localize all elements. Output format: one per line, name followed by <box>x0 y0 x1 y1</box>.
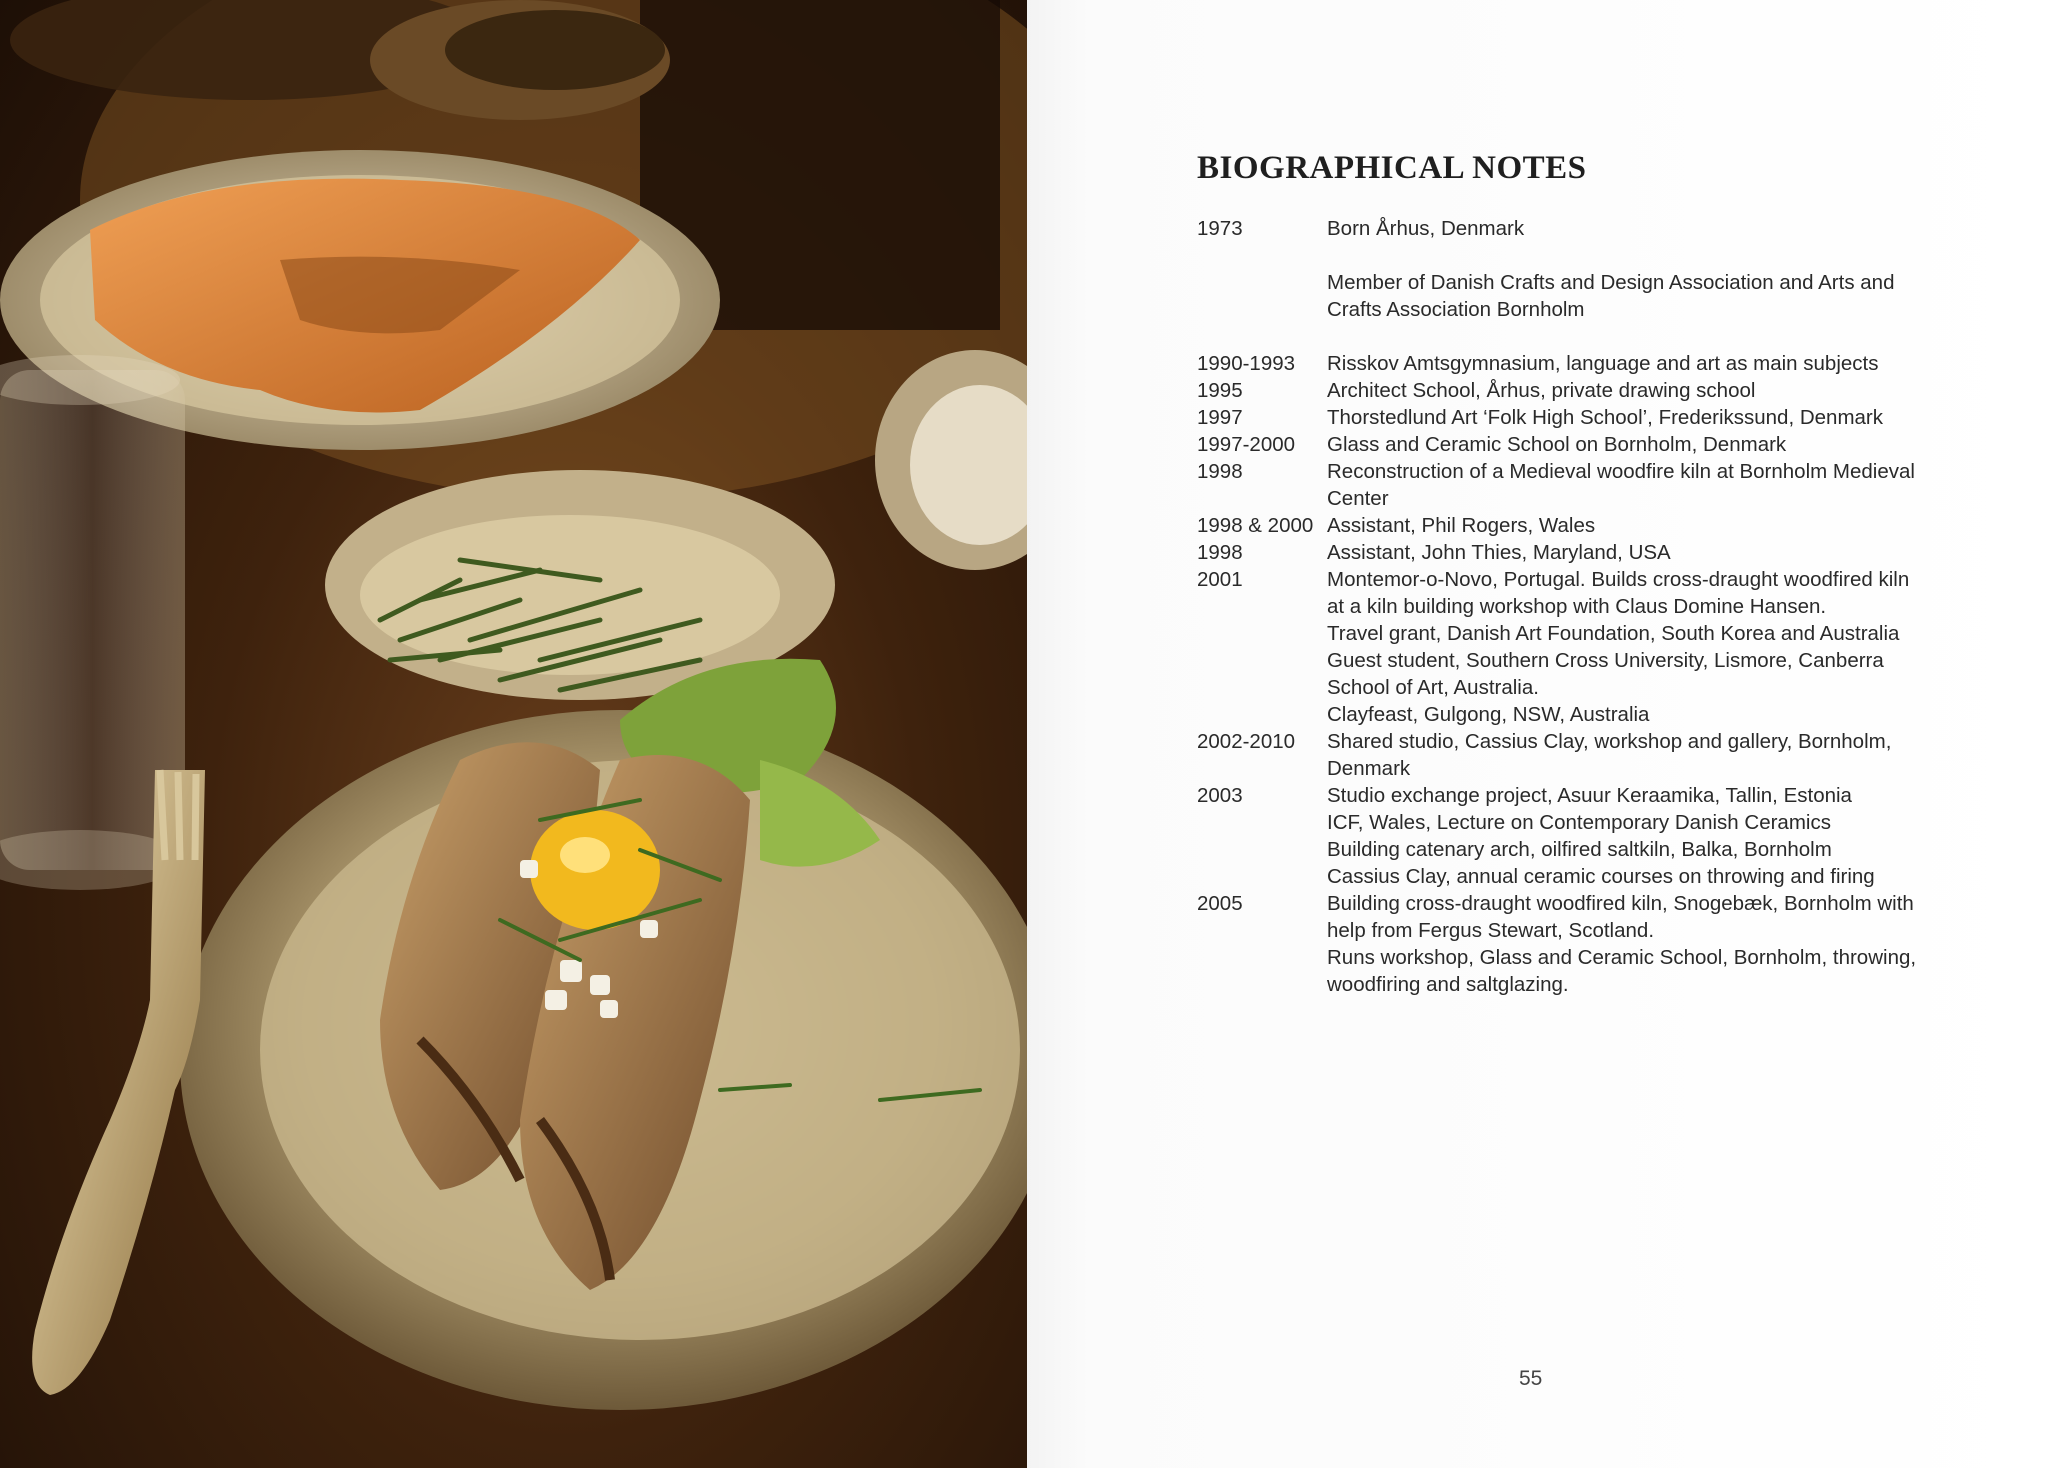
bio-entry <box>1197 269 1917 323</box>
bio-year: 1995 <box>1197 379 1243 402</box>
bio-line: Born Århus, Denmark <box>1327 217 1525 240</box>
bio-year: 1990-1993 <box>1197 352 1296 375</box>
bio-text <box>1327 566 1917 728</box>
bio-line: Reconstruction of a Medieval woodfire kiln at Bornholm Medieval Center <box>1327 460 1915 510</box>
bio-text <box>1327 782 1917 890</box>
biography-list <box>1197 215 1917 998</box>
bio-text <box>1327 728 1917 782</box>
bio-entry <box>1197 890 1917 998</box>
bio-year: 2001 <box>1197 568 1243 591</box>
bio-line: Assistant, John Thies, Maryland, USA <box>1327 541 1671 564</box>
bio-entry <box>1197 728 1917 782</box>
bio-line: Risskov Amtsgymnasium, language and art as main subjects <box>1327 352 1879 375</box>
bio-text <box>1327 377 1917 404</box>
bio-text <box>1327 458 1917 512</box>
bio-entry <box>1197 404 1917 431</box>
bio-text <box>1327 404 1917 431</box>
bio-line: ICF, Wales, Lecture on Contemporary Danish Ceramics <box>1327 811 1831 834</box>
bio-entry <box>1197 566 1917 728</box>
bio-line: Glass and Ceramic School on Bornholm, Denmark <box>1327 433 1787 456</box>
bio-entry <box>1197 215 1917 242</box>
bio-text <box>1327 890 1917 998</box>
bio-line: Thorstedlund Art ‘Folk High School’, Frederikssund, Denmark <box>1327 406 1884 429</box>
bio-line: Building catenary arch, oilfired saltkiln, Balka, Bornholm <box>1327 838 1832 861</box>
bio-year: 2003 <box>1197 784 1243 807</box>
bio-year: 2005 <box>1197 892 1243 915</box>
bio-line: Member of Danish Crafts and Design Association and Arts and Crafts Association Bornholm <box>1327 271 1895 321</box>
bio-line: Clayfeast, Gulgong, NSW, Australia <box>1327 703 1650 726</box>
bio-line: Guest student, Southern Cross University, Lismore, Canberra School of Art, Australia. <box>1327 649 1884 699</box>
bio-line: Architect School, Århus, private drawing school <box>1327 379 1756 402</box>
page-title: BIOGRAPHICAL NOTES <box>1197 150 1587 186</box>
bio-year: 1997 <box>1197 406 1243 429</box>
bio-line: Travel grant, Danish Art Foundation, South Korea and Australia <box>1327 622 1900 645</box>
bio-year: 1998 <box>1197 541 1243 564</box>
bio-year: 1998 <box>1197 460 1243 483</box>
bio-line: Montemor-o-Novo, Portugal. Builds cross-draught woodfired kiln at a kiln building workshop with Claus Domine Hansen. <box>1327 568 1910 618</box>
bio-entry <box>1197 458 1917 512</box>
bio-line: Assistant, Phil Rogers, Wales <box>1327 514 1596 537</box>
bio-year: 1997-2000 <box>1197 433 1296 456</box>
bio-line: Runs workshop, Glass and Ceramic School, Bornholm, throwing, woodfiring and saltglazing. <box>1327 946 1917 996</box>
bio-line: Shared studio, Cassius Clay, workshop and gallery, Bornholm, Denmark <box>1327 730 1892 780</box>
bio-year: 1973 <box>1197 217 1243 240</box>
bio-text <box>1327 215 1917 242</box>
bio-text <box>1327 350 1917 377</box>
bio-text <box>1327 512 1917 539</box>
bio-text <box>1327 431 1917 458</box>
bio-entry <box>1197 782 1917 890</box>
bio-text <box>1327 539 1917 566</box>
bio-entry <box>1197 512 1917 539</box>
bio-line: Cassius Clay, annual ceramic courses on throwing and firing <box>1327 865 1875 888</box>
bio-year: 2002-2010 <box>1197 730 1296 753</box>
bio-entry <box>1197 431 1917 458</box>
bio-year <box>1197 269 1327 323</box>
biography-page <box>1027 0 2048 1468</box>
bio-entry <box>1197 377 1917 404</box>
page-number: 55 <box>1519 1367 1543 1390</box>
bio-entry <box>1197 350 1917 377</box>
bio-text <box>1327 269 1917 323</box>
bio-line: Studio exchange project, Asuur Keraamika, Tallin, Estonia <box>1327 784 1852 807</box>
bio-year: 1998 & 2000 <box>1197 514 1314 537</box>
bio-entry <box>1197 539 1917 566</box>
bio-line: Building cross-draught woodfired kiln, Snogebæk, Bornholm with help from Fergus Stewart, Scotland. <box>1327 892 1914 942</box>
